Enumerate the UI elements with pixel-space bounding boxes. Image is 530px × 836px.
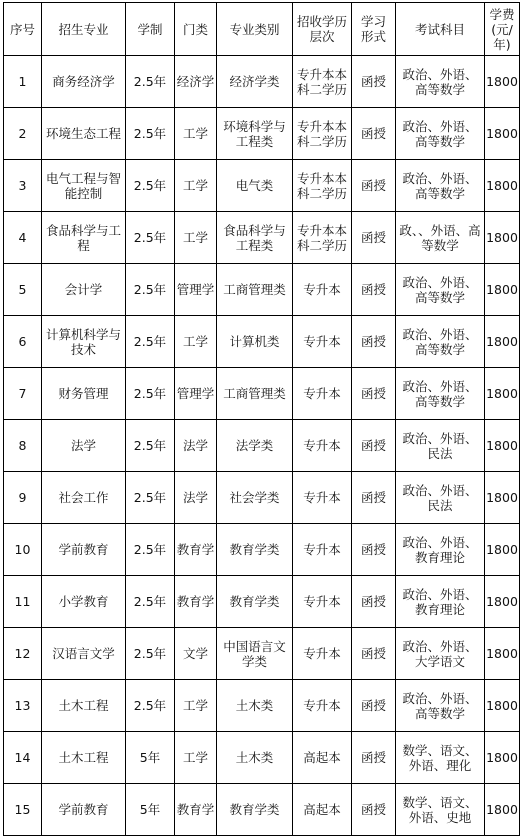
cell-major: 法学 [42,420,126,472]
cell-study-form: 函授 [352,524,396,576]
table-row [4,576,520,628]
table-row [4,316,520,368]
cell-years: 2.5年 [126,160,175,212]
cell-study-form: 函授 [352,264,396,316]
cell-exam-subjects: 政治、外语、高等数学 [396,680,485,732]
cell-major: 会计学 [42,264,126,316]
table-row [4,108,520,160]
cell-fee: 1800 [485,108,520,160]
cell-exam-subjects: 政、、外语、高等数学 [396,212,485,264]
cell-years: 2.5年 [126,368,175,420]
cell-major-category: 工商管理类 [217,264,293,316]
cell-level: 专升本 [293,576,352,628]
cell-study-form: 函授 [352,628,396,680]
cell-category: 法学 [175,472,217,524]
cell-exam-subjects: 政治、外语、高等数学 [396,368,485,420]
cell-study-form: 函授 [352,212,396,264]
cell-level: 专升本 [293,628,352,680]
cell-major: 土木工程 [42,732,126,784]
cell-exam-subjects: 政治、外语、高等数学 [396,264,485,316]
cell-study-form: 函授 [352,420,396,472]
enrollment-table [3,2,520,836]
cell-no: 3 [4,160,42,212]
table-row [4,420,520,472]
cell-no: 13 [4,680,42,732]
cell-no: 14 [4,732,42,784]
cell-major-category: 中国语言文学类 [217,628,293,680]
cell-level: 专升本 [293,420,352,472]
cell-years: 2.5年 [126,472,175,524]
cell-exam-subjects: 数学、语文、外语、史地 [396,784,485,836]
cell-major-category: 电气类 [217,160,293,212]
header-major-category: 专业类别 [217,3,293,56]
cell-years: 2.5年 [126,576,175,628]
cell-exam-subjects: 政治、外语、高等数学 [396,160,485,212]
cell-fee: 1800 [485,628,520,680]
cell-major-category: 土木类 [217,732,293,784]
cell-years: 2.5年 [126,680,175,732]
cell-years: 2.5年 [126,212,175,264]
cell-category: 工学 [175,212,217,264]
cell-level: 专升本 [293,368,352,420]
cell-no: 5 [4,264,42,316]
cell-exam-subjects: 政治、外语、教育理论 [396,576,485,628]
cell-major: 商务经济学 [42,56,126,108]
table-row [4,160,520,212]
cell-level: 高起本 [293,732,352,784]
cell-major-category: 社会学类 [217,472,293,524]
table-row [4,212,520,264]
table-row [4,784,520,836]
table-row [4,524,520,576]
table-row [4,264,520,316]
cell-category: 工学 [175,732,217,784]
cell-no: 11 [4,576,42,628]
cell-fee: 1800 [485,212,520,264]
cell-major: 食品科学与工程 [42,212,126,264]
cell-major-category: 食品科学与工程类 [217,212,293,264]
cell-years: 5年 [126,732,175,784]
cell-years: 2.5年 [126,264,175,316]
cell-no: 7 [4,368,42,420]
cell-major: 社会工作 [42,472,126,524]
cell-category: 工学 [175,316,217,368]
cell-level: 专升本 [293,264,352,316]
cell-level: 高起本 [293,784,352,836]
cell-exam-subjects: 政治、外语、民法 [396,420,485,472]
table-row [4,628,520,680]
header-no: 序号 [4,3,42,56]
cell-level: 专升本本科二学历 [293,108,352,160]
cell-study-form: 函授 [352,732,396,784]
cell-category: 教育学 [175,524,217,576]
cell-exam-subjects: 政治、外语、教育理论 [396,524,485,576]
cell-no: 8 [4,420,42,472]
cell-major-category: 工商管理类 [217,368,293,420]
cell-study-form: 函授 [352,784,396,836]
cell-category: 工学 [175,160,217,212]
cell-exam-subjects: 政治、外语、大学语文 [396,628,485,680]
cell-exam-subjects: 政治、外语、高等数学 [396,316,485,368]
cell-category: 工学 [175,108,217,160]
cell-no: 12 [4,628,42,680]
cell-major: 学前教育 [42,524,126,576]
cell-major: 土木工程 [42,680,126,732]
header-fee: 学费(元/年) [485,3,520,56]
cell-major: 小学教育 [42,576,126,628]
cell-study-form: 函授 [352,472,396,524]
cell-fee: 1800 [485,420,520,472]
cell-no: 2 [4,108,42,160]
cell-study-form: 函授 [352,160,396,212]
cell-category: 管理学 [175,368,217,420]
cell-category: 教育学 [175,784,217,836]
table-row [4,472,520,524]
table-row [4,56,520,108]
cell-fee: 1800 [485,160,520,212]
cell-major-category: 法学类 [217,420,293,472]
cell-years: 2.5年 [126,420,175,472]
cell-major: 环境生态工程 [42,108,126,160]
cell-major: 计算机科学与技术 [42,316,126,368]
cell-major: 学前教育 [42,784,126,836]
cell-fee: 1800 [485,56,520,108]
cell-fee: 1800 [485,524,520,576]
cell-level: 专升本本科二学历 [293,56,352,108]
table-row [4,680,520,732]
cell-major-category: 计算机类 [217,316,293,368]
cell-level: 专升本本科二学历 [293,212,352,264]
cell-no: 9 [4,472,42,524]
cell-fee: 1800 [485,472,520,524]
cell-level: 专升本 [293,524,352,576]
cell-years: 2.5年 [126,628,175,680]
cell-major-category: 教育学类 [217,784,293,836]
cell-major-category: 土木类 [217,680,293,732]
cell-category: 管理学 [175,264,217,316]
cell-no: 15 [4,784,42,836]
cell-category: 法学 [175,420,217,472]
table-row [4,732,520,784]
cell-study-form: 函授 [352,680,396,732]
cell-fee: 1800 [485,680,520,732]
cell-fee: 1800 [485,316,520,368]
cell-study-form: 函授 [352,576,396,628]
table-row [4,368,520,420]
cell-study-form: 函授 [352,56,396,108]
cell-major: 财务管理 [42,368,126,420]
cell-years: 2.5年 [126,316,175,368]
cell-fee: 1800 [485,264,520,316]
cell-level: 专升本 [293,316,352,368]
cell-category: 经济学 [175,56,217,108]
cell-category: 教育学 [175,576,217,628]
cell-no: 10 [4,524,42,576]
cell-exam-subjects: 政治、外语、高等数学 [396,108,485,160]
header-category: 门类 [175,3,217,56]
cell-years: 5年 [126,784,175,836]
cell-fee: 1800 [485,732,520,784]
header-level: 招收学历层次 [293,3,352,56]
cell-study-form: 函授 [352,316,396,368]
cell-major-category: 教育学类 [217,576,293,628]
cell-major: 电气工程与智能控制 [42,160,126,212]
cell-category: 工学 [175,680,217,732]
cell-no: 6 [4,316,42,368]
cell-level: 专升本本科二学历 [293,160,352,212]
cell-exam-subjects: 政治、外语、高等数学 [396,56,485,108]
cell-no: 1 [4,56,42,108]
cell-fee: 1800 [485,576,520,628]
cell-level: 专升本 [293,472,352,524]
cell-years: 2.5年 [126,56,175,108]
header-row [4,3,520,56]
cell-level: 专升本 [293,680,352,732]
cell-no: 4 [4,212,42,264]
cell-major-category: 经济学类 [217,56,293,108]
header-exam-subjects: 考试科目 [396,3,485,56]
cell-major-category: 教育学类 [217,524,293,576]
cell-years: 2.5年 [126,108,175,160]
cell-exam-subjects: 数学、语文、外语、理化 [396,732,485,784]
cell-fee: 1800 [485,368,520,420]
cell-major-category: 环境科学与工程类 [217,108,293,160]
cell-exam-subjects: 政治、外语、民法 [396,472,485,524]
header-study-form: 学习形式 [352,3,396,56]
header-major: 招生专业 [42,3,126,56]
cell-study-form: 函授 [352,368,396,420]
cell-fee: 1800 [485,784,520,836]
header-years: 学制 [126,3,175,56]
cell-years: 2.5年 [126,524,175,576]
cell-category: 文学 [175,628,217,680]
cell-study-form: 函授 [352,108,396,160]
cell-major: 汉语言文学 [42,628,126,680]
